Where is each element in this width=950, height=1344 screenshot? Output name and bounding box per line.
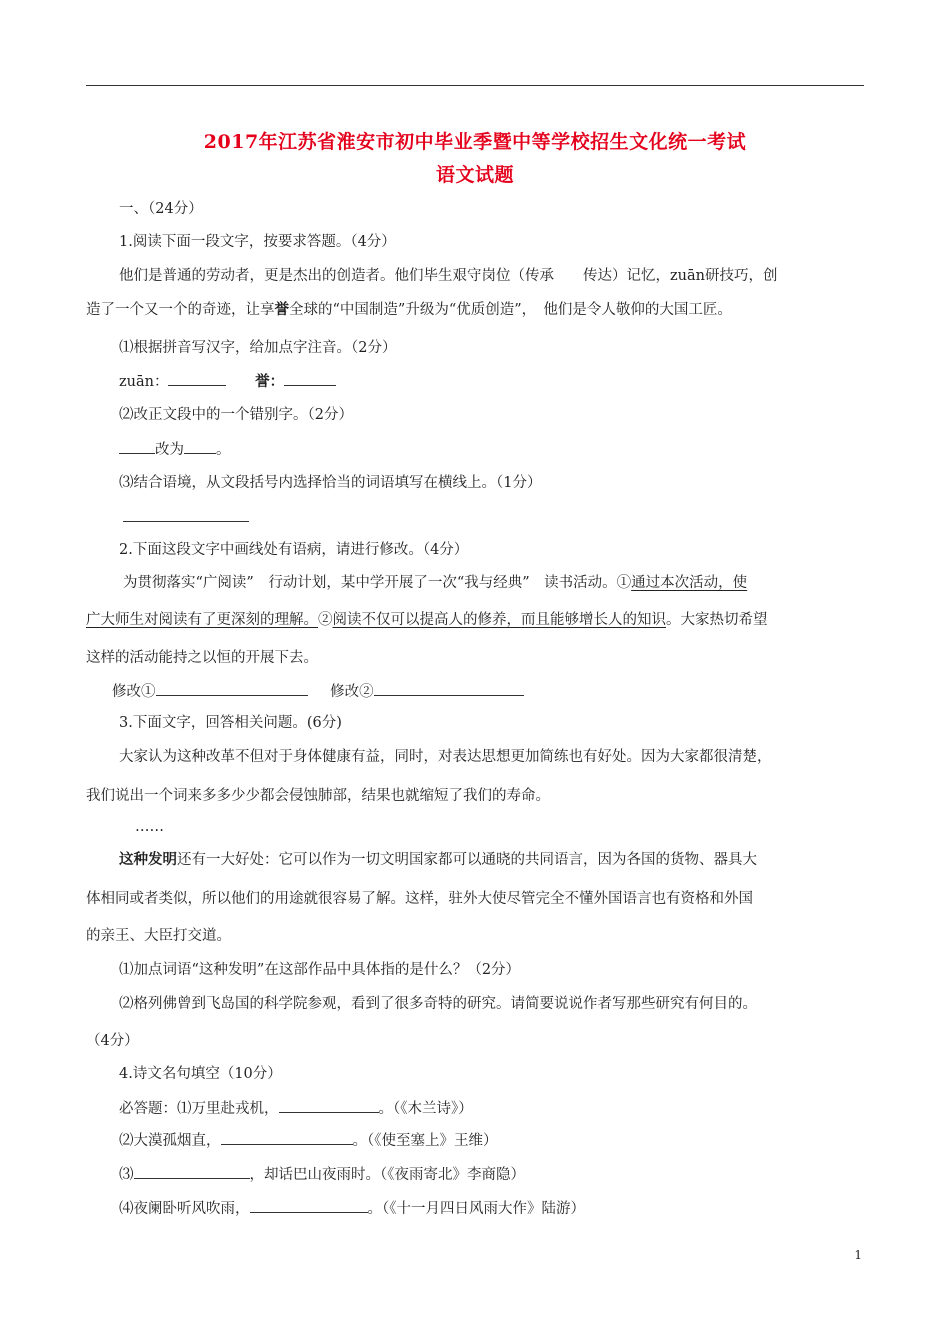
correct-end-text: 。 (216, 442, 231, 458)
q2-line2 (86, 610, 768, 630)
q4-prompt: 4.诗文名句填空（10分） (119, 1066, 282, 1082)
q3-ellipsis: …… (135, 819, 164, 835)
fix2-blank[interactable] (374, 681, 524, 696)
q4-blank-3[interactable] (134, 1164, 250, 1179)
q4-line2 (119, 1130, 498, 1151)
right-char-blank[interactable] (184, 439, 216, 454)
q4-line3-b: ，却话巴山夜雨时。（《夜雨寄北》李商隐） (249, 1167, 525, 1183)
q4-line4 (119, 1198, 585, 1219)
fix1-blank[interactable] (156, 681, 308, 696)
page-number: 1 (854, 1248, 862, 1262)
q3-dotted-phrase: 这种发明 (119, 851, 177, 868)
q1-prompt: 1.阅读下面一段文字，按要求答题。（4分） (119, 234, 396, 250)
q1-passage-line1: 他们是普通的劳动者，更是杰出的创造者。他们毕生艰守岗位（传承 传达）记忆，zuān研技巧，创 (119, 268, 778, 284)
pinyin-label: zuān： (119, 374, 169, 390)
q2-underlined-1a: 通过本次活动，使 (631, 575, 748, 591)
q4-line3-a: ⑶ (119, 1167, 134, 1183)
wrong-char-blank[interactable] (119, 439, 155, 454)
q4-line2-a: ⑵大漠孤烟直， (119, 1133, 221, 1149)
q1-sub1-answers (119, 371, 336, 392)
q1-sub3: ⑶结合语境，从文段括号内选择恰当的词语填写在横线上。（1分） (119, 475, 542, 491)
q1-passage-line2 (86, 300, 732, 320)
q3-sub2-line1: ⑵格列佛曾到飞岛国的科学院参观，看到了很多奇特的研究。请简要说说作者写那些研究有何目的。 (119, 996, 757, 1012)
q3-p2-line3: 的亲王、大臣打交道。 (86, 928, 231, 944)
section-heading: 一、（24分） (119, 201, 203, 217)
q3-prompt: 3.下面文字，回答相关问题。(6分) (119, 715, 342, 731)
fix1-label: 修改① (112, 684, 156, 700)
char-answer-blank[interactable] (284, 371, 336, 386)
char-label: 誉： (255, 373, 285, 390)
correct-mid-text: 改为 (155, 442, 184, 458)
pinyin-answer-blank[interactable] (168, 371, 226, 386)
q1-passage-text-b: 全球的“中国制造”升级为“优质创造”， 他们是令人敬仰的大国工匠。 (289, 302, 732, 318)
q4-blank-4[interactable] (250, 1198, 368, 1213)
q3-p1-line2: 我们说出一个词来多多少少都会侵蚀肺部，结果也就缩短了我们的寿命。 (86, 788, 550, 804)
q1-sub2-answers (119, 439, 231, 460)
q1-passage-text-a: 造了一个又一个的奇迹，让享 (86, 302, 275, 318)
q2-line1 (123, 573, 747, 593)
q2-underlined-1b: 广大师生对阅读有了更深刻的理解。 (86, 612, 318, 628)
q2-line2-end: 。大家热切希望 (666, 612, 768, 628)
q3-p2-line2: 体相同或者类似，所以他们的用途就很容易了解。这样，驻外大使尽管完全不懂外国语言也有资格和外国 (86, 891, 753, 907)
header-rule (86, 85, 864, 86)
word-choice-blank[interactable] (123, 507, 249, 522)
q1-dotted-char: 誉 (274, 301, 289, 318)
q4-line4-b: 。（《十一月四日风雨大作》陆游） (367, 1201, 585, 1217)
q3-p1-line1: 大家认为这种改革不但对于身体健康有益，同时，对表达思想更加简练也有好处。因为大家都很清楚， (119, 749, 772, 765)
q2-marker-2: ② (318, 612, 333, 628)
q3-p2-line1-text: 还有一大好处：它可以作为一切文明国家都可以通晓的共同语言，因为各国的货物、器具大 (177, 852, 757, 868)
q1-sub2: ⑵改正文段中的一个错别字。（2分） (119, 407, 353, 423)
q2-fix-row (112, 681, 524, 702)
q4-line1-a: 必答题：⑴万里赴戎机， (119, 1101, 279, 1117)
q1-sub1: ⑴根据拼音写汉字，给加点字注音。（2分） (119, 340, 397, 356)
exam-subtitle: 语文试题 (435, 164, 514, 186)
q4-blank-1[interactable] (279, 1098, 379, 1113)
exam-title: 2017年江苏省淮安市初中毕业季暨中等学校招生文化统一考试 (203, 131, 747, 153)
q4-line1-b: 。（《木兰诗》） (378, 1101, 473, 1117)
q4-line2-b: 。（《使至塞上》王维） (352, 1133, 498, 1149)
q4-line4-a: ⑷夜阑卧听风吹雨， (119, 1201, 250, 1217)
q2-line1-text: 为贯彻落实“广阅读” 行动计划，某中学开展了一次“我与经典” 读书活动。① (123, 575, 632, 591)
fix2-label: 修改② (330, 684, 374, 700)
q3-sub2-line2: （4分） (86, 1033, 139, 1049)
q3-sub1: ⑴加点词语“这种发明”在这部作品中具体指的是什么？（2分） (119, 962, 521, 978)
q4-line3 (119, 1164, 525, 1185)
q2-prompt: 2.下面这段文字中画线处有语病，请进行修改。（4分） (119, 542, 469, 558)
q2-underlined-2: 阅读不仅可以提高人的修养，而且能够增长人的知识 (332, 612, 666, 628)
q4-line1 (119, 1098, 473, 1119)
q1-sub3-answer (123, 507, 249, 528)
q4-blank-2[interactable] (221, 1130, 353, 1145)
q2-line3: 这样的活动能持之以恒的开展下去。 (86, 650, 318, 666)
q3-p2-line1 (119, 850, 757, 870)
